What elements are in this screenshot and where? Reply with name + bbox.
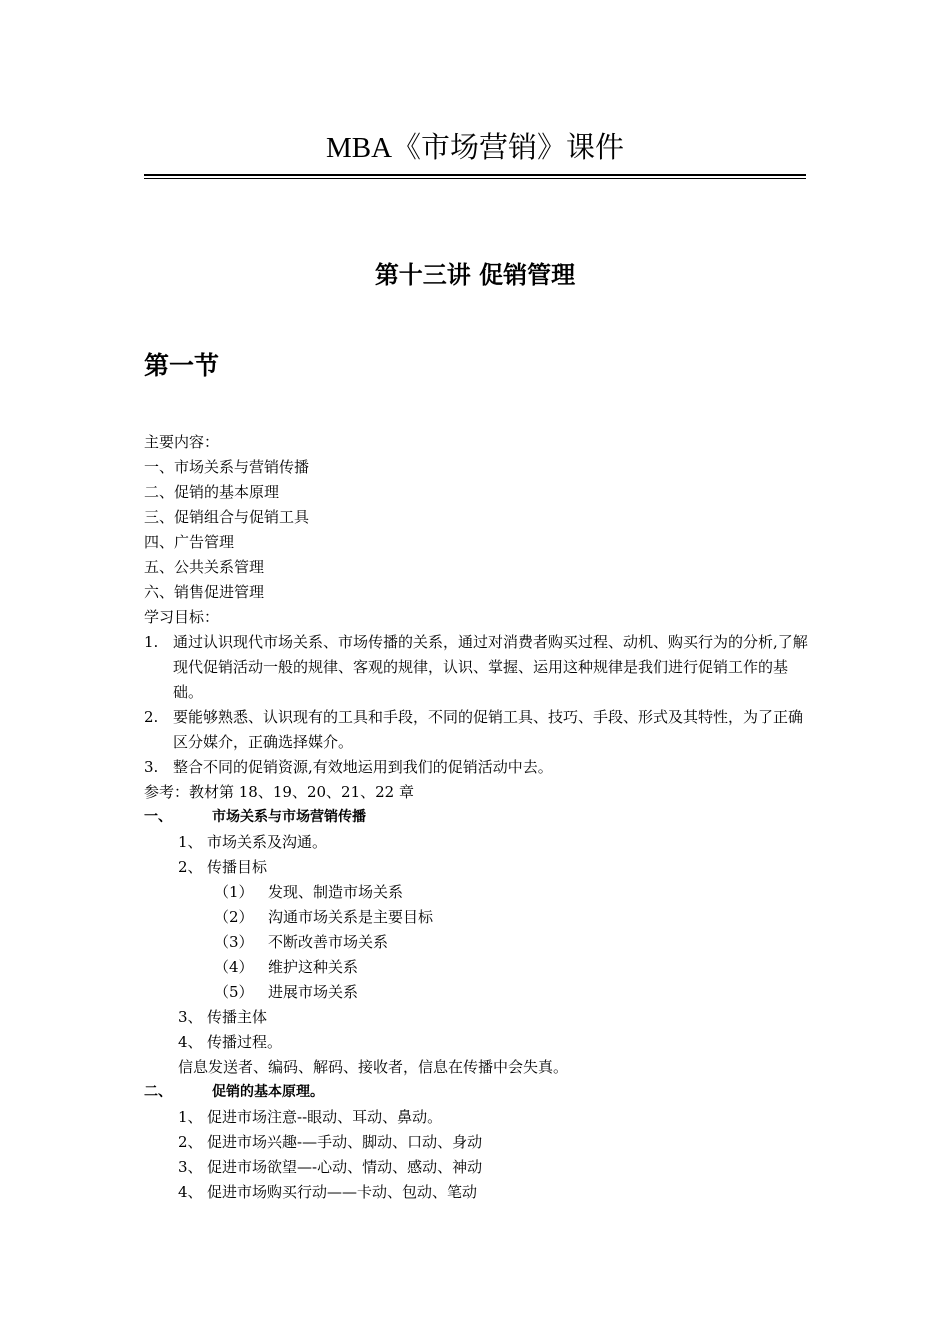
header-rule-thick — [144, 174, 806, 176]
list-item — [144, 1005, 824, 1030]
item-number: 2、 — [178, 858, 203, 876]
objective-item — [144, 705, 814, 755]
header-rule-thin — [144, 178, 806, 179]
list-item — [144, 1155, 824, 1180]
list-item — [144, 855, 824, 880]
sub-list-item — [144, 980, 824, 1005]
sub-item-text: 发现、制造市场关系 — [268, 883, 404, 901]
part-title: 市场关系与市场营销传播 — [212, 809, 366, 825]
objective-item — [144, 755, 814, 780]
item-text: 传播过程。 — [207, 1033, 283, 1051]
part-title: 促销的基本原理。 — [212, 1084, 324, 1100]
item-text: 促进市场购买行动——卡动、包动、笔动 — [207, 1183, 478, 1201]
item-number: 3、 — [178, 1008, 203, 1026]
list-item: 五、公共关系管理 — [144, 558, 265, 576]
objective-number: 2. — [144, 708, 159, 726]
main-content-label: 主要内容： — [144, 433, 220, 451]
part-heading — [144, 1080, 824, 1105]
objective-number: 3. — [144, 758, 159, 776]
part-number: 二、 — [144, 1084, 172, 1100]
reference-text: 参考：教材第 18、19、20、21、22 章 — [144, 783, 414, 801]
item-text: 市场关系及沟通。 — [207, 833, 328, 851]
item-text: 促进市场欲望—-心动、情动、感动、神动 — [207, 1158, 483, 1176]
sub-item-number: （2） — [214, 908, 254, 926]
sub-item-number: （1） — [214, 883, 254, 901]
part-number: 一、 — [144, 809, 172, 825]
item-number: 2、 — [178, 1133, 203, 1151]
list-item — [144, 1180, 824, 1205]
objectives-label: 学习目标： — [144, 608, 220, 626]
item-text: 促进市场兴趣-—手动、脚动、口动、身动 — [207, 1133, 483, 1151]
lecture-title: 第十三讲 促销管理 — [374, 261, 576, 289]
sub-list-item — [144, 880, 824, 905]
list-item: 三、促销组合与促销工具 — [144, 508, 310, 526]
list-item — [144, 1030, 824, 1055]
list-item — [144, 1130, 824, 1155]
item-number: 4、 — [178, 1183, 203, 1201]
objective-item — [144, 630, 814, 705]
item-text: 促进市场注意--眼动、耳动、鼻动。 — [207, 1108, 443, 1126]
sub-item-number: （4） — [214, 958, 254, 976]
section-title: 第一节 — [144, 351, 220, 380]
objective-text: 要能够熟悉、认识现有的工具和手段，不同的促销工具、技巧、手段、形式及其特性，为了正确区分媒介，正确选择媒介。 — [173, 708, 804, 751]
list-item — [144, 830, 824, 855]
item-number: 4、 — [178, 1033, 203, 1051]
sub-item-text: 维护这种关系 — [268, 958, 359, 976]
sub-item-number: （5） — [214, 983, 254, 1001]
objective-text: 通过认识现代市场关系、市场传播的关系，通过对消费者购买过程、动机、购买行为的分析,了解现代促销活动一般的规律、客观的规律，认识、掌握、运用这种规律是我们进行促销工作的基础。 — [173, 633, 808, 701]
sub-list-item — [144, 955, 824, 980]
sub-list-item — [144, 930, 824, 955]
document-header-title: MBA《市场营销》课件 — [325, 132, 625, 164]
item-number: 1、 — [178, 833, 203, 851]
sub-item-text: 沟通市场关系是主要目标 — [268, 908, 434, 926]
list-item: 六、销售促进管理 — [144, 583, 265, 601]
objective-number: 1. — [144, 633, 159, 651]
list-item — [144, 1105, 824, 1130]
objective-text: 整合不同的促销资源,有效地运用到我们的促销活动中去。 — [173, 758, 553, 776]
item-text: 传播目标 — [207, 858, 268, 876]
item-number: 1、 — [178, 1108, 203, 1126]
sub-item-text: 不断改善市场关系 — [268, 933, 389, 951]
sub-list-item — [144, 905, 824, 930]
list-item: 二、促销的基本原理 — [144, 483, 280, 501]
document-body — [144, 430, 824, 1205]
list-item: 四、广告管理 — [144, 533, 235, 551]
note-text: 信息发送者、编码、解码、接收者，信息在传播中会失真。 — [178, 1058, 569, 1076]
list-item: 一、市场关系与营销传播 — [144, 458, 310, 476]
sub-item-number: （3） — [214, 933, 254, 951]
part-heading — [144, 805, 824, 830]
item-text: 传播主体 — [207, 1008, 268, 1026]
sub-item-text: 进展市场关系 — [268, 983, 359, 1001]
item-number: 3、 — [178, 1158, 203, 1176]
